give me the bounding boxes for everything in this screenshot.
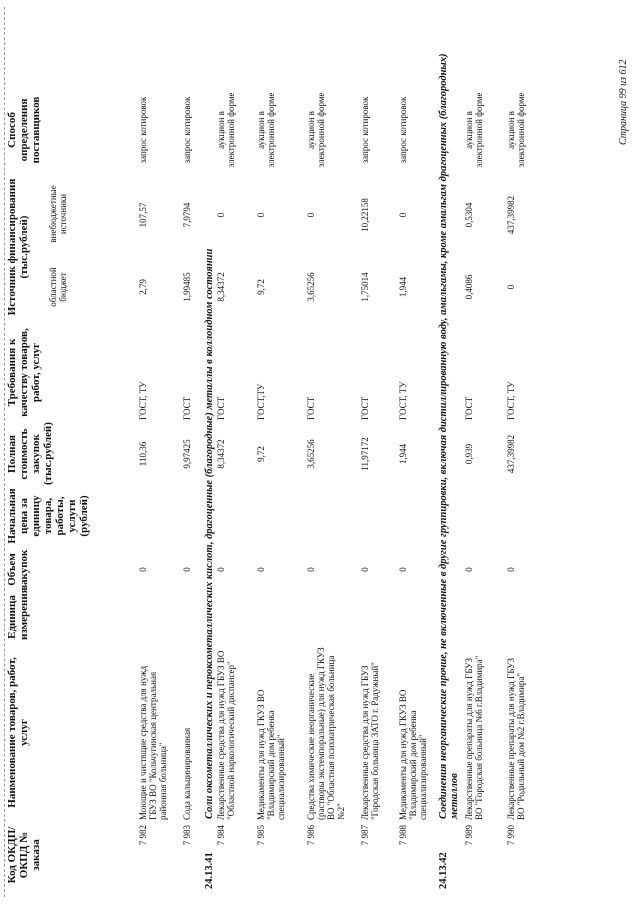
row-extra: 0 [306, 212, 316, 218]
row-requirements: ГОСТ [216, 396, 226, 420]
row-requirements: ГОСТ, ТУ [506, 381, 516, 420]
row-name: Лекарственные средства для нужд ГБУЗ ВО "Областной наркологический диспансер" [216, 650, 236, 820]
row-method: аукцион в электронной форме [256, 92, 276, 168]
row-regional: 8,34372 [216, 272, 226, 302]
row-extra: 437,39982 [506, 195, 516, 235]
row-cost: 11,97172 [360, 437, 370, 471]
row-name: Медикаменты для нужд ГКУЗ ВО "Владимирский дом ребенка специализированный" [398, 689, 428, 820]
group-title: Соединения неорганические прочие, не включенные в другие группировки, включая дистиллированную воду, амальгамы, кроме амальгам драгоценных (благородных) металлов [438, 53, 460, 819]
row-cost: 437,39982 [506, 434, 516, 474]
row-name: Лекарственные средства для нужд ГБУЗ "Городская больница ЗАТО г. Радужный" [360, 662, 380, 820]
row-method: запрос котировок [360, 96, 370, 164]
row-method: запрос котировок [138, 96, 148, 164]
row-requirements: ГОСТ, ТУ [138, 381, 148, 420]
row-method: аукцион в электронной форме [506, 92, 526, 168]
page-number: Страница 99 из 612 [618, 59, 629, 145]
group-code: 24.13.42 [438, 852, 449, 889]
row-method: аукцион в электронной форме [216, 92, 236, 168]
row-extra: 7,9794 [182, 202, 192, 228]
group-title: Соли оксометаллических и пероксометаллических кислот, драгоценные (благородные) металлы в коллоидном состоянии [204, 248, 215, 819]
row-extra: 107,57 [138, 202, 148, 228]
row-regional: 1,99485 [182, 272, 192, 302]
row-code: 7 982 [138, 825, 148, 846]
row-regional: 0 [506, 284, 516, 290]
header-funding-extra: внебюджетные источники [48, 185, 68, 243]
row-qty: 0 [398, 567, 408, 572]
row-method: запрос котировок [398, 96, 408, 164]
row-method: аукцион в электронной форме [464, 92, 484, 168]
row-name: Лекарственные препараты для нужд ГБУЗ ВО "Родильный дом №2 г.Владимира" [506, 658, 526, 820]
row-cost: 1,944 [398, 443, 408, 465]
row-cost: 3,65256 [306, 439, 316, 469]
row-qty: 0 [306, 567, 316, 572]
header-price: Начальная цена за единицу товара, работы, услуги (рублей) [6, 488, 90, 544]
row-method: аукцион в электронной форме [306, 92, 326, 168]
row-method: запрос котировок [182, 96, 192, 164]
row-cost: 8,34372 [216, 439, 226, 469]
row-requirements: ГОСТ, ТУ [398, 381, 408, 420]
row-qty: 0 [182, 567, 192, 572]
header-method: Способ определения поставщиков [6, 96, 42, 164]
header-qty: Объем закупок [6, 549, 30, 590]
row-code: 7 985 [256, 825, 266, 846]
row-extra: 0,5304 [464, 202, 474, 228]
row-name: Моющие и чистящие средства для нужд ГБУЗ ВО "Кольчугинская центральная районная больница" [138, 665, 168, 820]
header-scan-rule [4, 7, 5, 897]
header-funding-regional: областной бюджет [48, 267, 68, 307]
row-code: 7 988 [398, 825, 408, 846]
header-code: Код ОКДП/ ОКПД № заказа [6, 826, 42, 884]
row-cost: 0,939 [464, 443, 474, 465]
row-requirements: ГОСТ [360, 396, 370, 420]
row-regional: 1,75014 [360, 272, 370, 302]
row-requirements: ГОСТ [182, 396, 192, 420]
row-qty: 0 [506, 567, 516, 572]
row-code: 7 987 [360, 825, 370, 846]
row-qty: 0 [360, 567, 370, 572]
row-regional: 3,65256 [306, 272, 316, 302]
row-cost: 9,72 [256, 446, 266, 462]
group-code: 24.13.41 [204, 852, 215, 889]
header-cost: Полная стоимость закупок (тыс.рублей) [6, 422, 54, 485]
row-cost: 110,36 [138, 441, 148, 467]
row-extra: 0 [398, 212, 408, 218]
row-qty: 0 [256, 567, 266, 572]
row-code: 7 990 [506, 825, 516, 846]
row-qty: 0 [464, 567, 474, 572]
header-funding: Источник финансирования (тыс.рублей) [6, 178, 30, 316]
row-code: 7 983 [182, 825, 192, 846]
row-extra: 10,22158 [360, 198, 370, 232]
row-regional: 2,79 [138, 279, 148, 295]
row-name: Лекарственные препараты для нужд ГБУЗ ВО "Городская больница №6 г.Владимира" [464, 655, 484, 820]
row-requirements: ГОСТ [306, 396, 316, 420]
row-requirements: ГОСТ,ТУ [256, 383, 266, 420]
row-code: 7 989 [464, 825, 474, 846]
row-code: 7 986 [306, 825, 316, 846]
row-regional: 0,4086 [464, 274, 474, 300]
row-qty: 0 [138, 567, 148, 572]
row-name: Сода кальцинированная [182, 727, 192, 820]
row-requirements: ГОСТ [464, 396, 474, 420]
row-qty: 0 [216, 567, 226, 572]
row-code: 7 984 [216, 825, 226, 846]
row-extra: 0 [216, 212, 226, 218]
row-extra: 0 [256, 212, 266, 218]
header-name: Наименование товаров, работ, услуг [6, 657, 30, 808]
row-name: Средства химические неорганические (растворы экстемпоральные) для нужд ГКУЗ ВО "Областная психиатрическая больница №2" [306, 647, 346, 820]
row-regional: 9,72 [256, 279, 266, 295]
row-name: Медикаменты для нужд ГКУЗ ВО "Владимирский дом ребенка специализированный" [256, 689, 286, 820]
row-regional: 1,944 [398, 276, 408, 298]
row-cost: 9,97425 [182, 439, 192, 469]
header-requirements: Требования к качеству товаров, работ, услуг [6, 328, 42, 417]
header-unit: Единица измерения [6, 587, 30, 640]
